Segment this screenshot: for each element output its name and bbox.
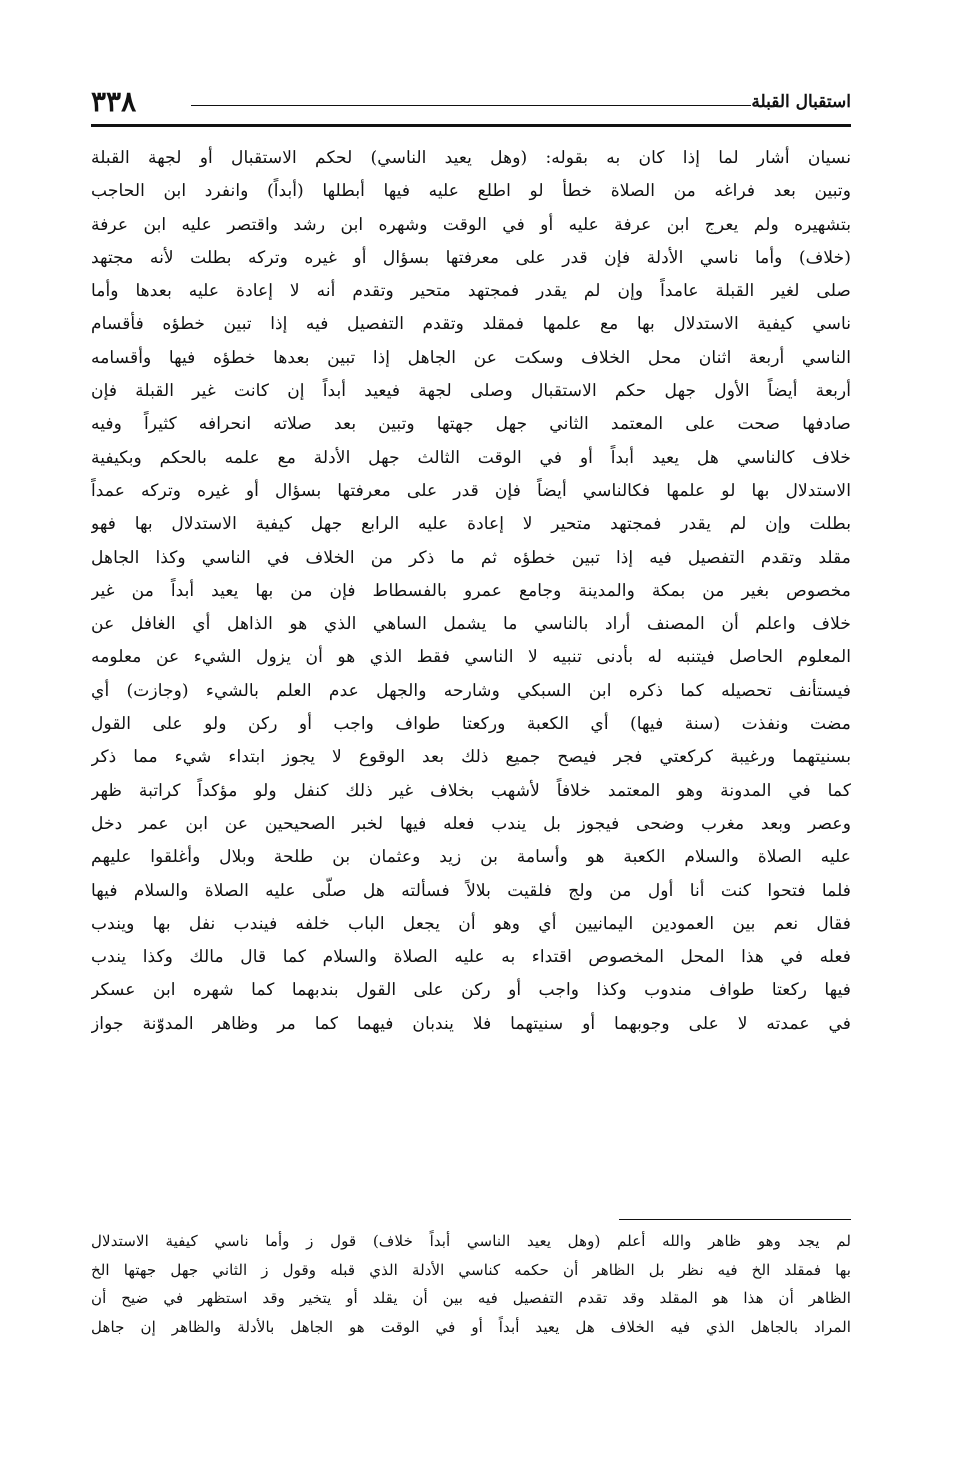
body-line: وعصر وبعد مغرب وضحى فيجوز بل يندب فعله فيها لخبر الصحيحين عن ابن عمر دخل xyxy=(91,813,851,834)
body-line: خلاف واعلم أن المصنف أراد بالناسي ما يشمل الساهي الذي هو الذاهل أي الغافل عن xyxy=(91,614,851,635)
header-dash-line xyxy=(191,105,751,106)
footnote-line: الظاهر أن هذا هو المقلد وقد تقدم التفصيل فيه بين أن يقلد أو يتخير وقد استظهر في ضيح أن xyxy=(91,1289,851,1308)
body-line: في عمدته لا على وجوبهما أو سنيتهما فلا يندبان فيهما كما مر وظاهر المدوّنة جواز xyxy=(91,1013,851,1034)
body-line: ناسي كيفية الاستدلال بها مع علمها فمقلد وتقدم التفصيل فيه إذا تبين خطؤه فأقسام xyxy=(91,314,851,335)
body-line: مضت ونفذت (سنة فيها) أي الكعبة وركعتا طواف واجب أو ركن ولو على القول xyxy=(91,714,851,735)
body-line: مخصوص بغير من بمكة والمدينة وجامع عمرو بالفسطاط فإن من بها يعيد أبداً من غير xyxy=(91,580,851,601)
body-line: بسنيتهما ورغيبة كركعتي فجر فيصح جميع ذلك بعد الوقوع لا يجوز ابتداء شيء مما ذكر xyxy=(91,747,851,768)
header-rule xyxy=(91,124,851,127)
footnote-line: لم يجد وهو ظاهر والله أعلم (وهل يعيد الناسي أبداً خلاف) قول ز وأما ناسي كيفية الاستدلال xyxy=(91,1232,851,1250)
footnote-separator xyxy=(619,1219,851,1220)
body-line: فلما فتحوا كنت أنا أول من ولج فلقيت بلالاً فسألته هل صلّى عليه الصلاة والسلام فيها xyxy=(91,880,851,901)
body-line: فعله في هذا المحل المخصوص اقتداء به عليه الصلاة والسلام كما قال مالك وكذا يندب xyxy=(91,947,851,968)
body-line: الاستدلال بها لو علمها فكالناسي أيضاً فإن قدر على معرفتها بسؤال أو غيره وتركه عمداً xyxy=(91,480,851,501)
body-line: صادفها صحت على المعتمد الثاني جهل جهتها وتبين بعد صلاته انحرافه كثيراً وفيه xyxy=(91,414,851,435)
section-title: استقبال القبلة xyxy=(751,92,851,112)
body-line: بتشهيره ولم يعرج ابن عرفة عليه أو في الوقت وشهره ابن رشد واقتصر عليه ابن عرفة xyxy=(91,214,851,235)
body-line: مقلد وتقدم التفصيل فيه إذا تبين خطؤه ثم ما ذكر من الخلاف في الناسي وكذا الجاهل xyxy=(91,547,851,568)
body-line: وتبين بعد فراغه من الصلاة خطأ لو اطلع عليه فيها أبطلها (أبداً) وانفرد ابن الحاجب xyxy=(91,181,851,202)
body-line: المعلوم الحاصل فيتنبه له بأدنى تنبيه لا الناسي فقط الذي هو أن يزول الشيء عن معلومه xyxy=(91,647,851,668)
footnote-text xyxy=(91,1227,851,1341)
body-line: كما في المدونة وهو المعتمد خلافاً لأشهب بخلاف غير ذلك كنفل ولو مؤكداً كراتبة ظهر xyxy=(91,780,851,801)
body-line: بطلت وإن لم يقدر فمجتهد متحير لا إعادة عليه الرابع جهل كيفية الاستدلال بها فهو xyxy=(91,514,851,535)
running-header xyxy=(91,84,851,124)
body-line: (خلاف) وأما ناسي الأدلة فإن قدر على معرفتها بسؤال أو غيره وتركه بطلت لأنه مجتهد xyxy=(91,247,851,268)
body-line: خلاف كالناسي هل يعيد أبداً أو في الوقت الثالث جهل الأدلة مع علمه بالحكم وبكيفية xyxy=(91,447,851,468)
body-line: فيستأنف تحصيله كما ذكره ابن السبكي وشارحه والجهل عدم العلم بالشيء (وجازت) أي xyxy=(91,680,851,701)
footnote-line: بها فمقلد الخ فيه نظر بل الظاهر أن حكمه كناسي الأدلة الذي قبله وقول ز الثاني جهل جهتها الخ xyxy=(91,1260,851,1279)
body-line: عليه الصلاة والسلام الكعبة هو وأسامة بن زيد وعثمان بن طلحة وبلال وأغلقوا عليهم xyxy=(91,847,851,868)
main-body-text xyxy=(91,142,851,1041)
body-line: صلى لغير القبلة عامداً وإن لم يقدر فمجتهد متحير وتقدم أنه لا إعادة عليه بعدها وأما xyxy=(91,281,851,302)
page-number: ٣٣٨ xyxy=(91,85,137,118)
body-line: الناسي أربعة اثنان محل الخلاف وسكت عن الجاهل إذا تبين بعدها خطؤه فيها وأقسامه xyxy=(91,347,851,368)
body-line: نسيان أشار لما إذا كان به بقوله: (وهل يعيد الناسي) لحكم الاستقبال أو لجهة القبلة xyxy=(91,148,851,168)
body-line: أربعة أيضاً الأول جهل حكم الاستقبال وصلى لجهة فيعيد أبداً إن كانت غير القبلة فإن xyxy=(91,381,851,402)
body-line: فقال نعم بين العمودين اليمانيين أي وهو أن يجعل الباب خلفه فيندب نفل بها ويندب xyxy=(91,913,851,934)
body-line: فيها ركعتا طواف مندوب وكذا واجب أو ركن على القول بندبهما كما شهره ابن عسكر xyxy=(91,980,851,1001)
footnote-line: المراد بالجاهل الذي فيه الخلاف هل يعيد أبداً أو في الوقت هو الجاهل بالأدلة والظاهر إن جاهل xyxy=(91,1317,851,1336)
